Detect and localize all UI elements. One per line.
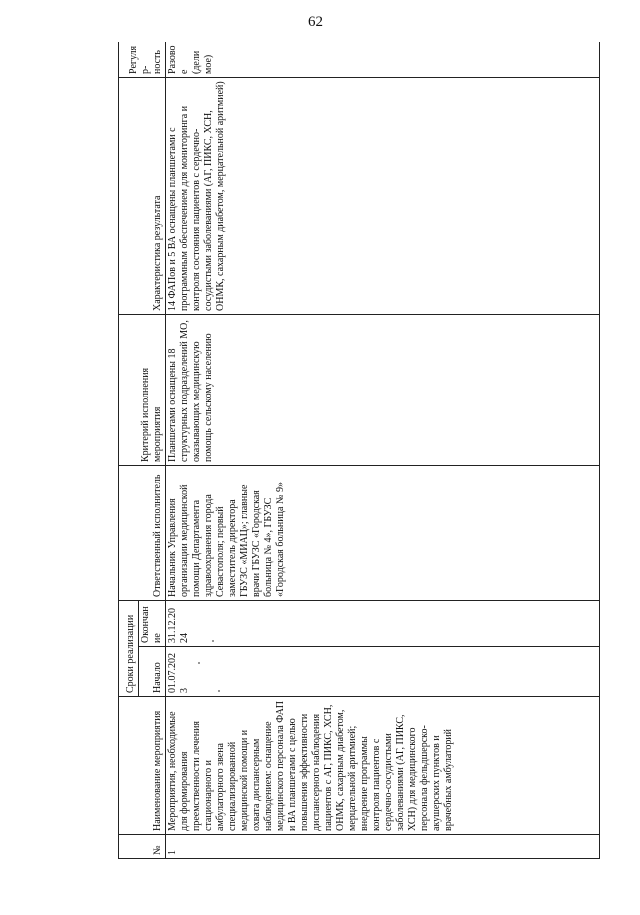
- cell-criterion: Планшетами оснащены 18 структурных подразделений МО, оказывающих медицинскую помощь сельскому населению: [166, 314, 600, 465]
- table-header-row: [119, 42, 139, 859]
- rotated-table-frame: [118, 42, 600, 859]
- cell-responsible: Начальник Управления организации медицинской помощи Департамента здравоохранения города Севастополя; первый заместитель директора ГБУЗС «МИАЦ»; главные врачи ГБУЗС «Городская больница № 4», ГБУЗС «Городская больница № 9»: [166, 465, 600, 600]
- cell-start: 01.07.2023: [166, 647, 600, 697]
- header-period: Сроки реализации: [119, 600, 139, 696]
- scan-speck: [218, 690, 220, 692]
- header-start: Начало: [139, 647, 166, 697]
- header-end: Окончание: [139, 600, 166, 646]
- header-result: Характеристика результата: [119, 77, 166, 314]
- scan-speck: [198, 662, 200, 664]
- cell-num: 1: [166, 835, 600, 859]
- header-regularity: Регуляр-ность: [119, 42, 166, 77]
- table-row: [166, 42, 600, 859]
- cell-end: 31.12.2024: [166, 600, 600, 646]
- cell-result: 14 ФАПов и 5 ВА оснащены планшетами с программным обеспечением для мониторинга и контроля состояния пациентов с сердечно-сосудистыми заболеваниями (АГ, ПИКС, ХСН, ОНМК, сахарным диабетом, мерцательной аритмией): [166, 77, 600, 314]
- header-criterion: Критерий исполнения мероприятия: [119, 314, 166, 465]
- header-num: №: [119, 835, 166, 859]
- header-responsible: Ответственный исполнитель: [119, 465, 166, 600]
- header-name: Наименование мероприятия: [119, 697, 166, 835]
- cell-name: Мероприятия, необходимые для формирования преемственности лечения стационарного и амбулаторного звена специализированной медицинской помощи и охвата диспансерным наблюдением: оснащение медицинского персонала ФАП и ВА планшетами с целью повышения эффективности диспансерного наблюдения пациентов с АГ, ПИКС, ХСН, ОНМК, сахарным диабетом, мерцательной аритмией; внедрение программы контроля пациентов с сердечно-сосудистыми заболеваниями (АГ, ПИКС, ХСН) для медицинского персонала фельдшерско-акушерских пунктов и врачебных амбулаторий: [166, 697, 600, 835]
- scan-speck: [212, 640, 214, 642]
- measures-table: [118, 42, 600, 859]
- page-number: 62: [308, 14, 323, 30]
- rotated-table-container: [118, 42, 600, 859]
- cell-regularity: Разовое (делимое): [166, 42, 600, 77]
